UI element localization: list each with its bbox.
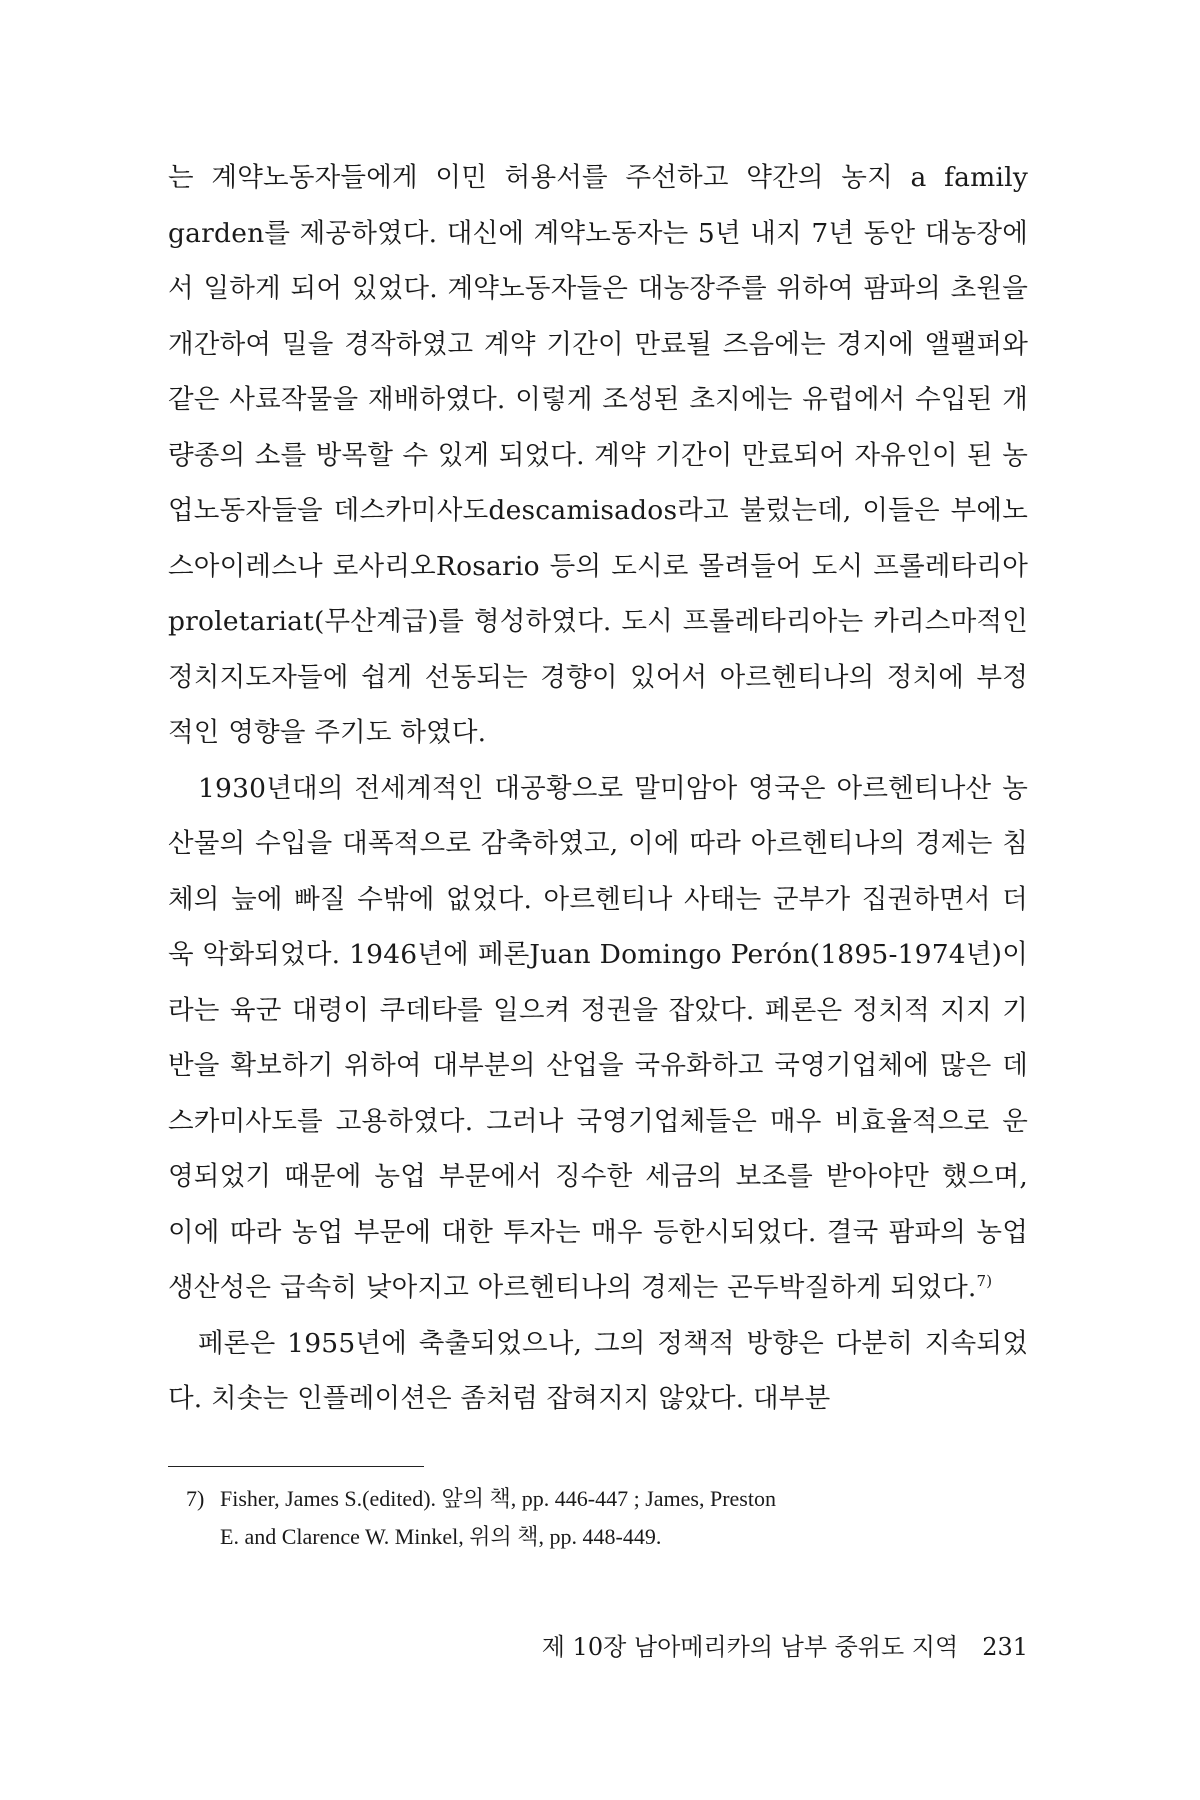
chapter-title: 제 10장 남아메리카의 남부 중위도 지역 xyxy=(541,1633,959,1661)
page-number: 231 xyxy=(982,1633,1028,1661)
body-text xyxy=(168,150,1028,1427)
footnote-line-2: E. and Clarence W. Minkel, 위의 책, pp. 448-449. xyxy=(220,1524,662,1549)
footnote-line-1 xyxy=(186,1480,1028,1518)
footnote-reference: 7) xyxy=(976,1272,993,1291)
paragraph-1: 는 계약노동자들에게 이민 허용서를 주선하고 약간의 농지 a family garden를 제공하였다. 대신에 계약노동자는 5년 내지 7년 동안 대농장에서 일하게 되어 있었다. 계약노동자들은 대농장주를 위하여 팜파의 초원을 개간하여 밀을 경작하였고 계약 기간이 만료될 즈음에는 경지에 앨팰퍼와 같은 사료작물을 재배하였다. 이렇게 조성된 초지에는 유럽에서 수입된 개량종의 소를 방목할 수 있게 되었다. 계약 기간이 만료되어 자유인이 된 농업노동자들을 데스카미사도descamisados라고 불렀는데, 이들은 부에노스아이레스나 로사리오Rosario 등의 도시로 몰려들어 도시 프롤레타리아proletariat(무산계급)를 형성하였다. 도시 프롤레타리아는 카리스마적인 정치지도자들에 쉽게 선동되는 경향이 있어서 아르헨티나의 정치에 부정적인 영향을 주기도 하였다. xyxy=(168,162,1028,748)
paragraph-2-text: 1930년대의 전세계적인 대공황으로 말미암아 영국은 아르헨티나산 농산물의 수입을 대폭적으로 감축하였고, 이에 따라 아르헨티나의 경제는 침체의 늪에 빠질 수밖에 없었다. 아르헨티나 사태는 군부가 집권하면서 더욱 악화되었다. 1946년에 페론Juan Domingo Perón(1895-1974년)이라는 육군 대령이 쿠데타를 일으켜 정권을 잡았다. 페론은 정치적 지지 기반을 확보하기 위하여 대부분의 산업을 국유화하고 국영기업체에 많은 데스카미사도를 고용하였다. 그러나 국영기업체들은 매우 비효율적으로 운영되었기 때문에 농업 부문에서 징수한 세금의 보조를 받아야만 했으며, 이에 따라 농업 부문에 대한 투자는 매우 등한시되었다. 결국 팜파의 농업 생산성은 급속히 낮아지고 아르헨티나의 경제는 곤두박질하게 되었다. xyxy=(168,772,1028,1303)
running-footer xyxy=(542,1627,1028,1662)
paragraph-3: 페론은 1955년에 축출되었으나, 그의 정책적 방향은 다분히 지속되었다. 치솟는 인플레이션은 좀처럼 잡혀지지 않았다. 대부분 xyxy=(168,1327,1028,1414)
paragraph-2 xyxy=(168,761,1028,1316)
footnote-divider xyxy=(168,1466,424,1467)
footnote-number: 7) xyxy=(186,1486,205,1511)
footnote-text-1: Fisher, James S.(edited). 앞의 책, pp. 446-447 ; James, Preston xyxy=(220,1486,776,1511)
footnote xyxy=(186,1480,1028,1556)
